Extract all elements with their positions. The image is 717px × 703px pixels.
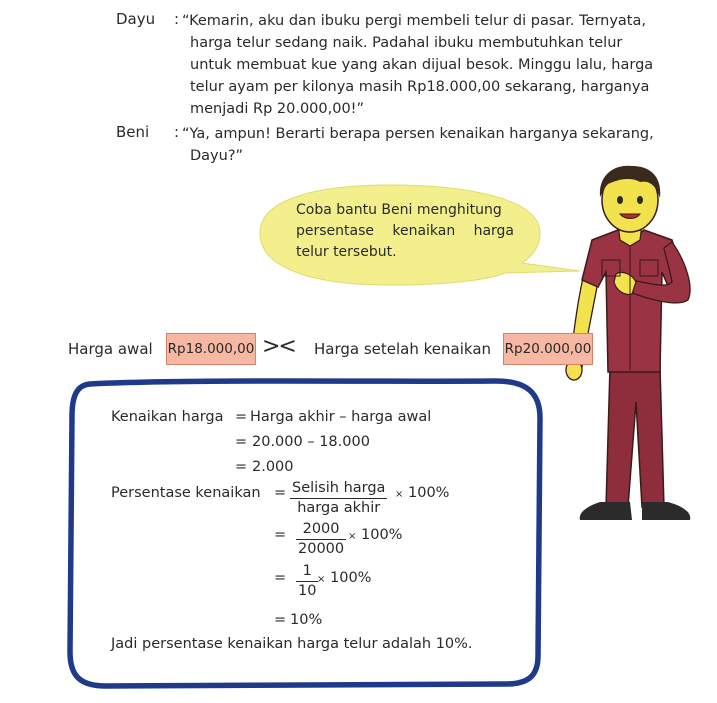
equals-sign: = (235, 459, 248, 475)
bubble-line: Coba bantu Beni menghitung (296, 202, 502, 218)
equals-sign: = (235, 434, 248, 450)
equals-sign: = (274, 527, 287, 543)
dialog-line: untuk membuat kue yang akan dijual besok. Minggu lalu, harga (190, 57, 654, 73)
after-price-label: Harga setelah kenaikan (314, 340, 492, 358)
dialog-line: menjadi Rp 20.000,00!” (190, 101, 364, 117)
dialog-line: “Kemarin, aku dan ibuku pergi membeli telur di pasar. Ternyata, (182, 13, 646, 29)
speaker-dayu-colon: : (174, 10, 180, 28)
dialog-dayu (182, 10, 653, 120)
equals-sign: = (274, 570, 287, 586)
dialog-line: Dayu?” (190, 148, 244, 164)
fraction-2 (296, 520, 346, 559)
fraction-denominator: 20000 (298, 541, 345, 557)
compare-symbol: >< (262, 334, 295, 359)
fraction-1 (290, 479, 387, 518)
equals-sign: = (274, 612, 287, 628)
speaker-beni: Beni (116, 123, 150, 141)
fraction-numerator: 2000 (296, 520, 346, 540)
hundred-percent: 100% (408, 485, 450, 501)
bubble-line: persentase kenaikan harga (296, 223, 514, 239)
times-sign: × (348, 531, 357, 542)
equals-sign: = (274, 485, 287, 501)
dialog-line: “Ya, ampun! Berarti berapa persen kenaikan harganya sekarang, (182, 126, 654, 142)
speaker-dayu: Dayu (116, 10, 156, 28)
fraction-3 (296, 562, 318, 601)
bubble-line: telur tersebut. (296, 244, 397, 260)
speaker-beni-colon: : (174, 123, 180, 141)
conclusion: Jadi persentase kenaikan harga telur adalah 10%. (111, 636, 473, 652)
result: 10% (290, 612, 323, 628)
times-sign: × (395, 489, 404, 500)
initial-price-label: Harga awal (68, 340, 153, 358)
multiply-hundred (317, 570, 371, 586)
fraction-numerator: Selisih harga (290, 479, 387, 499)
after-price-box: Rp20.000,00 (503, 333, 593, 365)
dialog-beni (182, 123, 654, 167)
increase-step-2: 2.000 (252, 459, 294, 475)
bubble-text (296, 200, 514, 263)
multiply-hundred (395, 485, 449, 501)
initial-price-box: Rp18.000,00 (166, 333, 256, 365)
dialog-line: harga telur sedang naik. Padahal ibuku membutuhkan telur (190, 35, 623, 51)
percent-label: Persentase kenaikan (111, 485, 261, 501)
increase-formula: Harga akhir – harga awal (250, 409, 432, 425)
fraction-denominator: harga akhir (297, 500, 381, 516)
hundred-percent: 100% (361, 527, 403, 543)
increase-step-1: 20.000 – 18.000 (252, 434, 370, 450)
hundred-percent: 100% (330, 570, 372, 586)
equals-sign: = (235, 409, 248, 425)
multiply-hundred (348, 527, 402, 543)
increase-label: Kenaikan harga (111, 409, 224, 425)
fraction-numerator: 1 (296, 562, 318, 582)
fraction-denominator: 10 (298, 583, 317, 599)
dialog-line: telur ayam per kilonya masih Rp18.000,00 sekarang, harganya (190, 79, 650, 95)
times-sign: × (317, 574, 326, 585)
